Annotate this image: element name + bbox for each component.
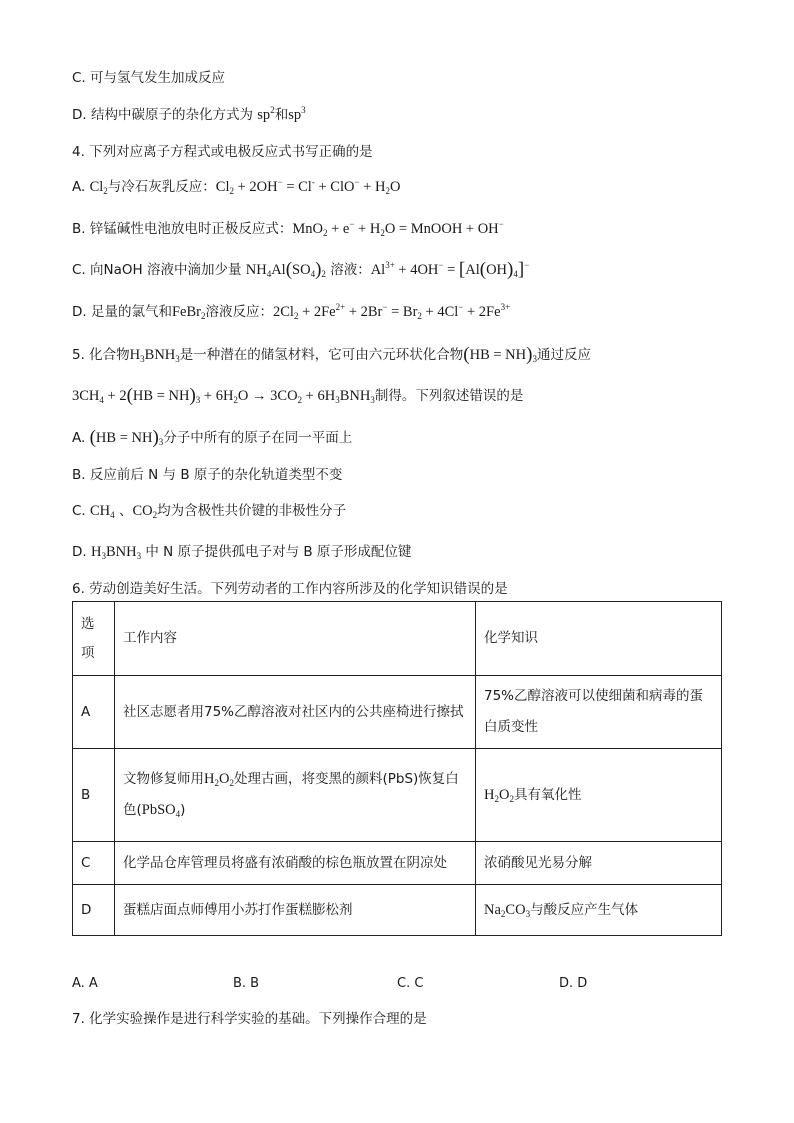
q4-option-b-text: B. 锌锰碱性电池放电时正极反应式： bbox=[72, 221, 293, 237]
q4-option-d-text-2: 溶液反应： bbox=[205, 304, 273, 320]
answer-option-c: C. C bbox=[397, 976, 424, 991]
row-knowledge: 浓硝酸见光易分解 bbox=[476, 842, 722, 885]
option-label: A. bbox=[72, 430, 86, 446]
table-row bbox=[73, 885, 722, 936]
separator: 、 bbox=[118, 503, 133, 519]
formula-ch4: $CH_4$ bbox=[90, 503, 115, 520]
row-knowledge: 75%乙醇溶液可以使细菌和病毒的蛋白质变性 bbox=[476, 676, 722, 749]
header-option: 选项 bbox=[73, 602, 115, 676]
table-row bbox=[73, 842, 722, 885]
row-work: 化学品仓库管理员将盛有浓硝酸的棕色瓶放置在阴凉处 bbox=[115, 842, 476, 885]
formula-co2: $CO_2$ bbox=[132, 503, 158, 520]
answer-option-a: A. A bbox=[72, 976, 98, 991]
formula-h3bnh3: $H_3BNH_3$ bbox=[90, 544, 142, 561]
formula-h2o2: $H_2O_2$ bbox=[204, 771, 234, 788]
q6-table bbox=[72, 601, 722, 936]
q4-option-a-text: 与冷石灰乳反应： bbox=[107, 179, 216, 195]
q5-stem-text-3: 通过反应 bbox=[536, 347, 591, 363]
row-knowledge-text: 具有氧化性 bbox=[513, 786, 582, 803]
q5-stem-line2 bbox=[72, 384, 523, 406]
row-work-text-2: 处理古画，将变黑的颜料(PbS)恢复白色( bbox=[123, 771, 459, 818]
q5-option-d-text: 中 N 原子提供孤电子对与 B 原子形成配位键 bbox=[145, 544, 412, 560]
row-label: C bbox=[73, 842, 115, 885]
row-work: 蛋糕店面点师傅用小苏打作蛋糕膨松剂 bbox=[115, 885, 476, 936]
q5-option-a bbox=[72, 426, 352, 448]
q3-option-d bbox=[72, 103, 306, 124]
q5-stem-text: 5. 化合物 bbox=[72, 347, 130, 363]
header-knowledge: 化学知识 bbox=[476, 602, 722, 676]
q5-option-c bbox=[72, 499, 346, 520]
sp-label: sp bbox=[257, 107, 271, 123]
q4-option-c bbox=[72, 258, 529, 280]
row-knowledge bbox=[476, 749, 722, 842]
row-label: B bbox=[73, 749, 115, 842]
formula-h3bnh3: $H_3BNH_3$ bbox=[129, 347, 180, 364]
q4-stem: 4. 下列对应离子方程式或电极反应式书写正确的是 bbox=[72, 144, 373, 160]
q5-stem-text-4: 制得。下列叙述错误的是 bbox=[374, 388, 524, 404]
q6-stem: 6. 劳动创造美好生活。下列劳动者的工作内容所涉及的化学知识错误的是 bbox=[72, 581, 508, 597]
q5-option-c-text: 均为含极性共价键的非极性分子 bbox=[157, 503, 347, 519]
q4-option-b bbox=[72, 217, 504, 238]
q7-stem: 7. 化学实验操作是进行科学实验的基础。下列操作合理的是 bbox=[72, 1011, 427, 1027]
q4-option-a bbox=[72, 175, 400, 196]
q4-option-c-text-2: 溶液： bbox=[330, 262, 371, 278]
row-label: D bbox=[73, 885, 115, 936]
table-row bbox=[73, 749, 722, 842]
option-label: D. bbox=[72, 544, 87, 560]
q5-option-a-text: 分子中所有的原子在同一平面上 bbox=[163, 430, 353, 446]
q5-stem-text-2: 是一种潜在的储氢材料，它可由六元环状化合物 bbox=[179, 347, 464, 363]
answer-option-d: D. D bbox=[559, 976, 588, 991]
answer-option-b: B. B bbox=[233, 976, 260, 991]
equation-b: $MnO_2 + e^- + H_2O$ = MnOOH + OH− bbox=[292, 219, 504, 238]
q4-option-d-text: D. 足量的氯气和 bbox=[72, 304, 172, 320]
sp-label: sp bbox=[288, 107, 302, 123]
equation-d: $2Cl_2 + 2Fe^{2+} + 2Br^- = Br_2 + 4Cl^- + 2Fe^{3+}$ bbox=[272, 302, 511, 321]
equation-q5: $3CH_4 + 2(HB = NH)_3 + 6H_2O \to 3CO_2 + 6H_3BNH_3$ bbox=[72, 385, 375, 406]
q3-option-c: C. 可与氢气发生加成反应 bbox=[72, 70, 226, 86]
equation-c: $Al^{3+} + 4OH^- = [Al(OH)_4]^-$ bbox=[370, 259, 530, 280]
row-knowledge bbox=[476, 885, 722, 936]
row-work: 社区志愿者用75%乙醇溶液对社区内的公共座椅进行擦拭 bbox=[115, 676, 476, 749]
q3-option-d-text: D. 结构中碳原子的杂化方式为 bbox=[72, 107, 253, 123]
formula-h2o2: $H_2O_2$ bbox=[484, 786, 514, 804]
q5-stem-line1 bbox=[72, 343, 591, 365]
formula-cl2: $Cl_2$ bbox=[89, 179, 108, 196]
q4-option-d bbox=[72, 300, 510, 321]
row-work bbox=[115, 749, 476, 842]
header-work: 工作内容 bbox=[115, 602, 476, 676]
formula-na2co3: $Na_2CO_3$ bbox=[484, 901, 531, 919]
row-knowledge-text: 与酸反应产生气体 bbox=[530, 901, 639, 918]
q4-option-c-text: C. 向NaOH 溶液中滴加少量 bbox=[72, 262, 242, 278]
formula-hbnh3: $(HB = NH)_3$ bbox=[463, 344, 537, 365]
table-header-row bbox=[73, 602, 722, 676]
q5-option-b: B. 反应前后 N 与 B 原子的杂化轨道类型不变 bbox=[72, 467, 343, 483]
option-label: A. bbox=[72, 179, 86, 195]
formula-pbso4: PbSO$_4$ bbox=[141, 802, 181, 819]
q3-and: 和 bbox=[274, 107, 289, 123]
sp-exp: 3 bbox=[301, 105, 306, 115]
row-work-text-3: ) bbox=[180, 802, 186, 818]
formula-nh4al-so4: $NH_4Al(SO_4)_2$ bbox=[245, 259, 326, 280]
row-label: A bbox=[73, 676, 115, 749]
formula-hbnh3: $(HB = NH)_3$ bbox=[89, 427, 164, 448]
formula-febr2: FeBr$_2$ bbox=[171, 304, 206, 321]
sp-exp: 2 bbox=[270, 105, 275, 115]
q5-option-d bbox=[72, 540, 411, 561]
option-label: C. bbox=[72, 503, 86, 519]
table-row bbox=[73, 676, 722, 749]
equation-a: $Cl_2 + 2OH^- = Cl^- + ClO^- + H_2O$ bbox=[215, 177, 401, 196]
row-work-text: 文物修复师用 bbox=[123, 771, 204, 787]
